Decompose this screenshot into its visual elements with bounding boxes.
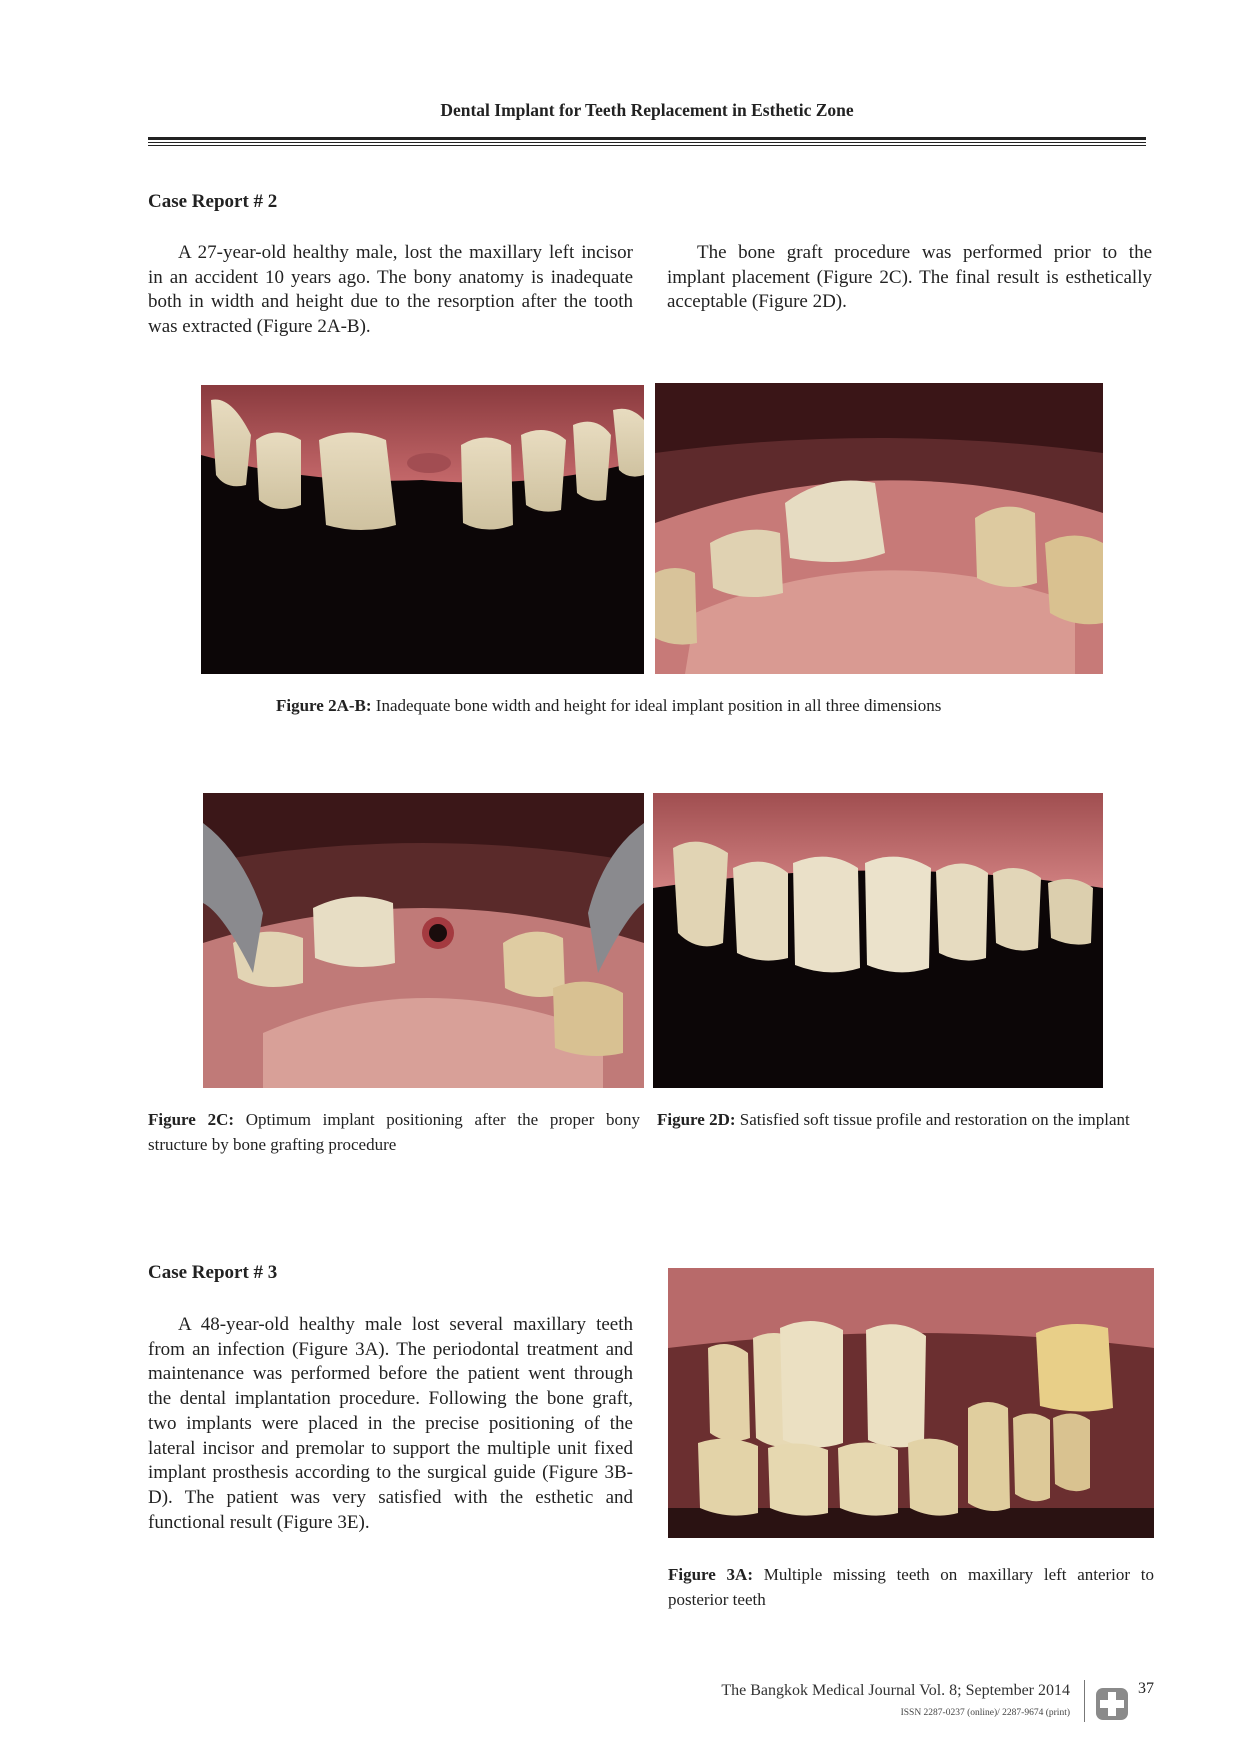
caption-label: Figure 2D:	[657, 1110, 736, 1129]
issn-line: ISSN 2287-0237 (online)/ 2287-9674 (print)	[900, 1708, 1070, 1718]
figure-2d-photo	[653, 793, 1103, 1088]
case-2-paragraph: A 27-year-old healthy male, lost the maxillary left incisor in an accident 10 years ago. The bony anatomy is inadequate both in width and height due to the resorption after the tooth was extracted (Figure 2A-B).	[148, 242, 633, 338]
caption-text: Multiple missing teeth on maxillary left anterior to posterior teeth	[668, 1565, 1154, 1609]
header-rule	[148, 137, 1146, 140]
caption-label: Figure 2A-B:	[276, 696, 372, 715]
caption-label: Figure 3A:	[668, 1565, 753, 1584]
case-2-left-column	[148, 241, 633, 340]
figure-2a-photo	[201, 385, 644, 674]
case-3-column	[148, 1313, 633, 1535]
header-rule	[148, 145, 1146, 146]
figure-2c-photo	[203, 793, 644, 1088]
figure-2a-b-caption	[276, 693, 1076, 718]
caption-text: Satisfied soft tissue profile and restoration on the implant	[735, 1110, 1130, 1129]
case-2-paragraph: The bone graft procedure was performed prior to the implant placement (Figure 2C). The final result is esthetically acceptable (Figure 2D).	[667, 242, 1152, 313]
case-report-3-heading: Case Report # 3	[148, 1262, 278, 1283]
caption-label: Figure 2C:	[148, 1110, 235, 1129]
header-rule	[148, 142, 1146, 143]
figure-2d-caption	[657, 1107, 1146, 1132]
case-2-right-column	[667, 241, 1152, 315]
medical-cross-logo-icon	[1094, 1686, 1130, 1722]
journal-citation: The Bangkok Medical Journal Vol. 8; September 2014	[721, 1682, 1070, 1699]
case-3-paragraph: A 48-year-old healthy male lost several maxillary teeth from an infection (Figure 3A). The periodontal treatment and maintenance was performed before the patient went through the dental implantation procedure. Following the bone graft, two implants were placed in the precise positioning of the lateral incisor and premolar to support the multiple unit fixed implant prosthesis according to the surgical guide (Figure 3B-D). The patient was very satisfied with the esthetic and functional result (Figure 3E).	[148, 1314, 633, 1533]
footer-divider	[1084, 1680, 1085, 1722]
figure-2c-caption	[148, 1107, 640, 1157]
case-report-2-heading: Case Report # 2	[148, 191, 278, 212]
caption-text: Optimum implant positioning after the proper bony structure by bone grafting procedure	[148, 1110, 640, 1154]
figure-3a-photo	[668, 1268, 1154, 1538]
caption-text: Inadequate bone width and height for ideal implant position in all three dimensions	[371, 696, 942, 715]
running-title: Dental Implant for Teeth Replacement in Esthetic Zone	[440, 100, 854, 120]
figure-2b-photo	[655, 383, 1103, 674]
figure-3a-caption	[668, 1562, 1154, 1612]
page-number: 37	[1138, 1680, 1154, 1697]
